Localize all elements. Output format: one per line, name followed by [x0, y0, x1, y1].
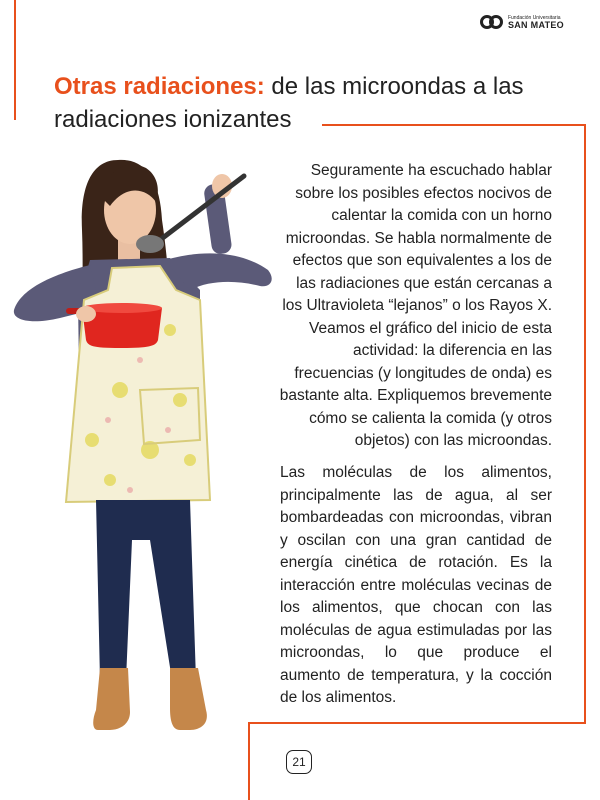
page-title [54, 70, 554, 136]
logo-mark-icon [480, 14, 504, 32]
title-accent: Otras radiaciones: [54, 73, 265, 100]
logo-name: SAN MATEO [507, 20, 564, 30]
page-number: 21 [286, 750, 312, 774]
frame-line-top-left [14, 0, 16, 120]
woman-cooking-illustration [0, 140, 300, 740]
body-paragraph-1: Seguramente ha escuchado hablar sobre los posibles efectos nocivos de calentar la comida con un horno microondas. Se habla normalmente de efectos que son equivalentes a los de las radiaciones que están cercanas a los Ultravioleta “lejanos” o los Rayos X. Veamos el gráfico del inicio de esta actividad: la diferencia en las frecuencias (y longitudes de onda) es bastante alta. Expliquemos brevemente cómo se calienta la comida (y otros objetos) con las microondas. [279, 162, 552, 449]
logo-subtitle: Fundación Universitaria [507, 15, 561, 21]
body-paragraph-2: Las moléculas de los alimentos, principalmente las de agua, al ser bombardeadas con microondas, vibran y oscilan con una gran cantidad de energía cinética de rotación. Es la interacción entre moléculas vecinas de los alimentos, que chocan con las moléculas de agua estimuladas por las microondas, lo que produce el aumento de temperatura, y la cocción de los alimentos. [280, 464, 552, 706]
frame-line-right [584, 124, 586, 724]
title-rest: de las microondas a las radiaciones ionizantes [54, 73, 524, 133]
woman-cooking-photo [0, 140, 300, 740]
logo-text [508, 16, 564, 30]
institution-logo [480, 14, 564, 32]
